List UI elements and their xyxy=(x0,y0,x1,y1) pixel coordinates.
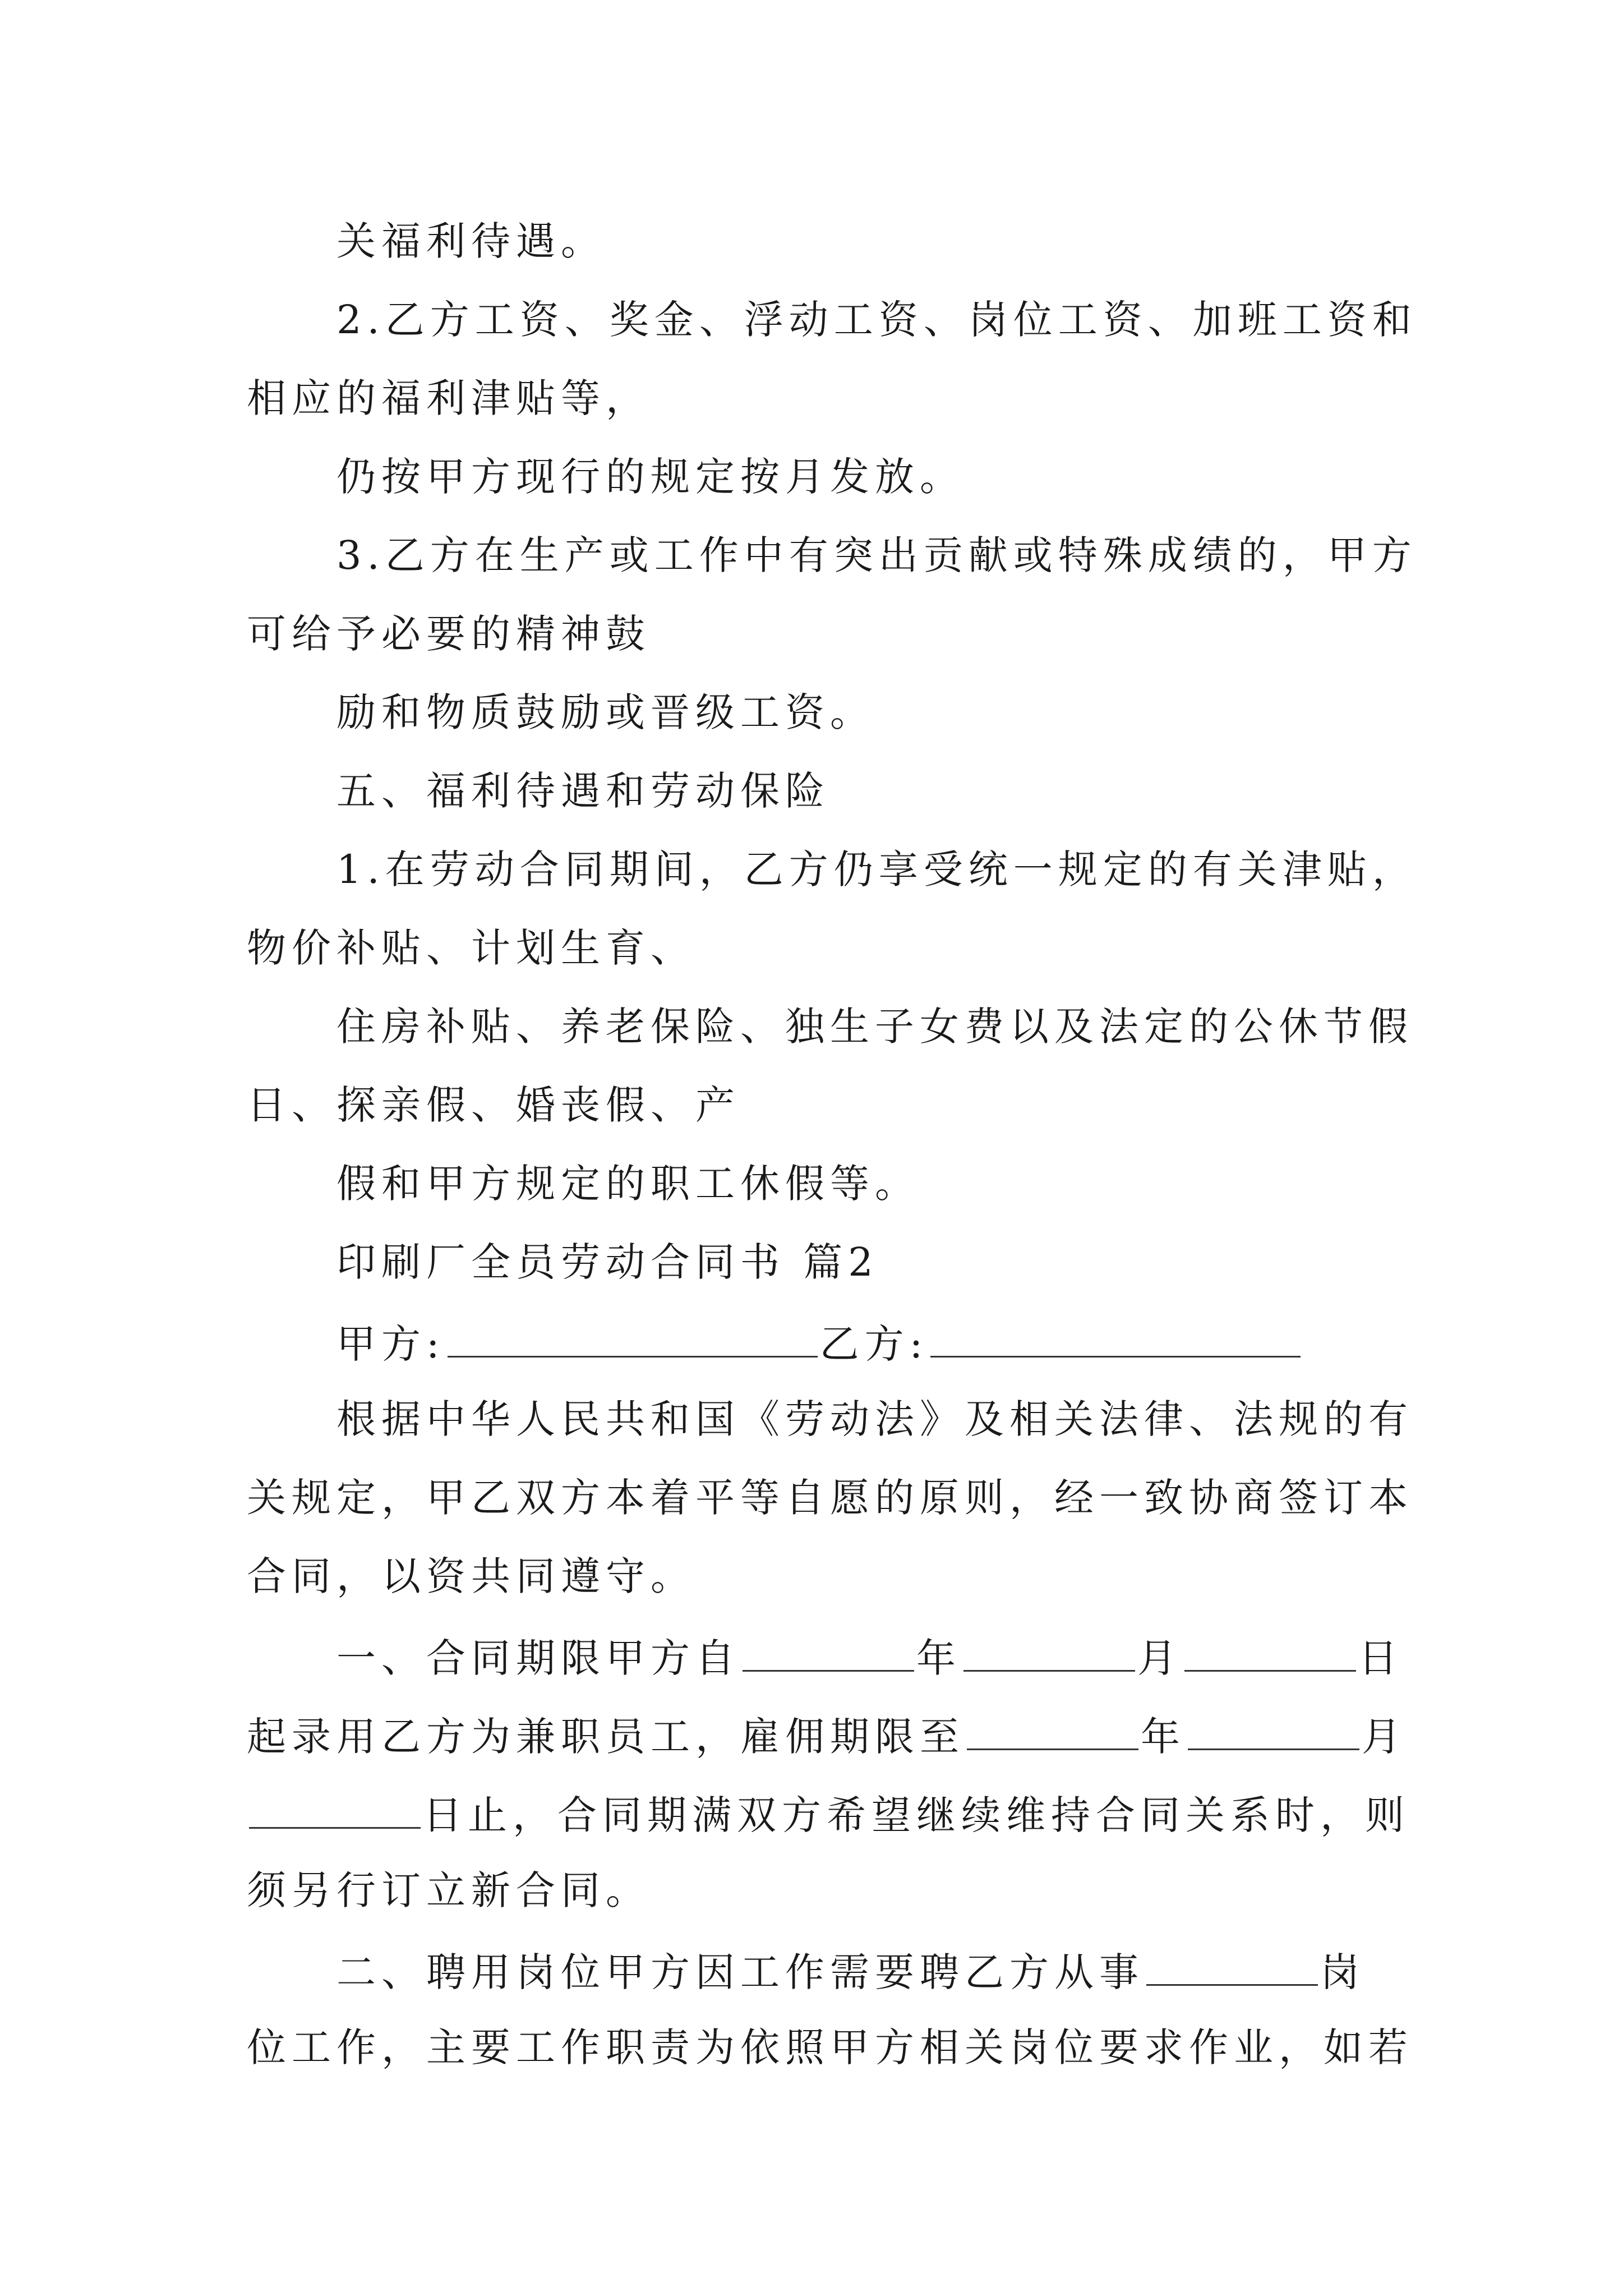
start-month-blank[interactable] xyxy=(963,1635,1135,1672)
term-line xyxy=(247,1714,1407,1760)
intro-line: 合同，以资共同遵守。 xyxy=(247,1553,695,1599)
end-year-blank[interactable] xyxy=(967,1714,1138,1750)
text-line: 励和物质鼓励或晋级工资。 xyxy=(336,689,875,735)
text-line: 物价补贴、计划生育、 xyxy=(247,925,695,971)
text-line: 相应的福利津贴等， xyxy=(247,375,651,421)
post-line xyxy=(336,1949,1365,1995)
text-line: 3.乙方在生产或工作中有突出贡献或特殊成绩的，甲方 xyxy=(336,532,1417,578)
term-line xyxy=(247,1792,1410,1838)
post-blank[interactable] xyxy=(1146,1949,1318,1986)
text-line: 住房补贴、养老保险、独生子女费以及法定的公休节假 xyxy=(336,1004,1413,1050)
year-label: 年 xyxy=(1141,1714,1186,1760)
party-b-blank[interactable] xyxy=(930,1321,1301,1358)
month-label: 月 xyxy=(1362,1714,1407,1760)
post-text: 岗 xyxy=(1320,1949,1365,1995)
party-a-blank[interactable] xyxy=(448,1321,818,1358)
text-line: 日、探亲假、婚丧假、产 xyxy=(247,1082,740,1128)
term-text: 日止，合同期满双方希望继续维持合同关系时，则 xyxy=(423,1792,1410,1838)
document-title: 印刷厂全员劳动合同书 篇2 xyxy=(336,1239,879,1285)
term-text: 一、合同期限甲方自 xyxy=(336,1635,740,1681)
party-a-label: 甲方: xyxy=(336,1321,445,1367)
year-label: 年 xyxy=(916,1635,961,1681)
month-label: 月 xyxy=(1137,1635,1182,1681)
text-line: 假和甲方规定的职工休假等。 xyxy=(336,1161,920,1207)
text-line: 仍按甲方现行的规定按月发放。 xyxy=(336,454,965,500)
term-line xyxy=(336,1635,1403,1681)
text-line: 1.在劳动合同期间，乙方仍享受统一规定的有关津贴， xyxy=(336,846,1417,892)
party-b-label: 乙方: xyxy=(819,1321,929,1367)
term-line: 须另行订立新合同。 xyxy=(247,1867,651,1913)
section-heading: 五、福利待遇和劳动保险 xyxy=(336,768,830,814)
intro-line: 根据中华人民共和国《劳动法》及相关法律、法规的有 xyxy=(336,1396,1413,1442)
term-text: 起录用乙方为兼职员工，雇佣期限至 xyxy=(247,1714,965,1760)
intro-line: 关规定，甲乙双方本着平等自愿的原则，经一致协商签订本 xyxy=(247,1475,1413,1521)
day-label: 日 xyxy=(1358,1635,1403,1681)
start-year-blank[interactable] xyxy=(743,1635,914,1672)
post-line: 位工作，主要工作职责为依照甲方相关岗位要求作业，如若 xyxy=(247,2024,1413,2070)
text-line: 可给予必要的精神鼓 xyxy=(247,611,651,657)
party-line xyxy=(336,1321,1303,1367)
text-line: 关福利待遇。 xyxy=(336,218,606,264)
text-line: 2.乙方工资、奖金、浮动工资、岗位工资、加班工资和 xyxy=(336,297,1417,343)
end-month-blank[interactable] xyxy=(1188,1714,1359,1750)
end-day-blank[interactable] xyxy=(249,1792,421,1829)
start-day-blank[interactable] xyxy=(1184,1635,1356,1672)
post-text: 二、聘用岗位甲方因工作需要聘乙方从事 xyxy=(336,1949,1144,1995)
